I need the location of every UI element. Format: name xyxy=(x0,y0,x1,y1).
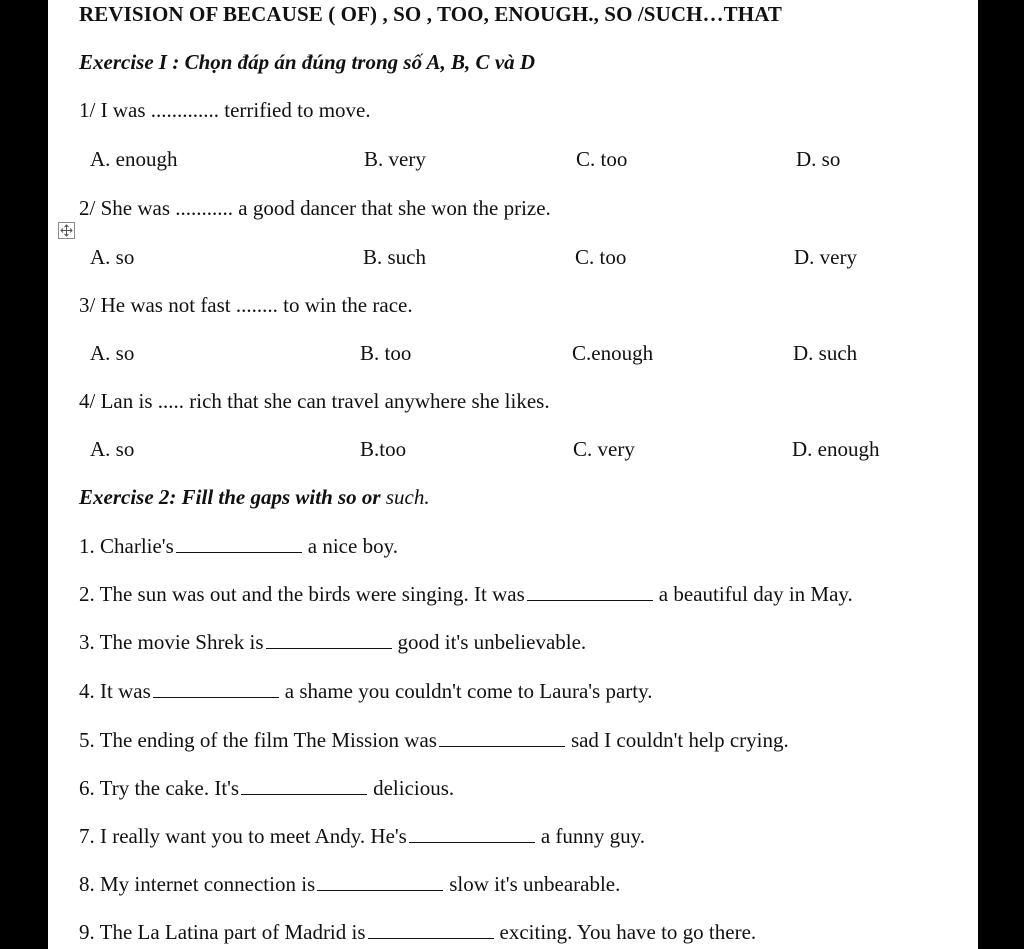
move-arrows-icon[interactable] xyxy=(58,222,75,239)
option-c: C. very xyxy=(573,437,635,461)
option-c: C. too xyxy=(576,147,628,171)
answer-blank[interactable] xyxy=(368,921,494,939)
sentence-2 xyxy=(79,582,853,607)
exercise-2-heading-tail: such. xyxy=(380,485,430,509)
sentence-before: 9. The La Latina part of Madrid is xyxy=(79,920,366,944)
option-d: D. enough xyxy=(792,437,880,461)
answer-blank[interactable] xyxy=(266,631,392,649)
sentence-after: a shame you couldn't come to Laura's party. xyxy=(284,679,653,703)
sentence-after: exciting. You have to go there. xyxy=(499,920,757,944)
answer-blank[interactable] xyxy=(176,535,302,553)
answer-blank[interactable] xyxy=(527,583,653,601)
sentence-before: 7. I really want you to meet Andy. He's xyxy=(79,824,407,848)
sentence-before: 8. My internet connection is xyxy=(79,872,316,896)
sentence-1 xyxy=(79,534,398,559)
sentence-before: 4. It was xyxy=(79,679,151,703)
question-2-options xyxy=(48,245,978,271)
question-3-stem: 3/ He was not fast ........ to win the race. xyxy=(79,293,413,317)
sentence-before: 6. Try the cake. It's xyxy=(79,776,240,800)
sentence-after: good it's unbelievable. xyxy=(397,630,587,654)
option-d: D. such xyxy=(793,341,858,365)
sentence-after: a beautiful day in May. xyxy=(658,582,853,606)
option-a: A. so xyxy=(90,245,135,269)
question-1-stem: 1/ I was ............. terrified to move. xyxy=(79,98,371,122)
option-b: B.too xyxy=(360,437,407,461)
answer-blank[interactable] xyxy=(153,680,279,698)
answer-blank[interactable] xyxy=(409,825,535,843)
answer-blank[interactable] xyxy=(439,729,565,747)
sentence-after: a nice boy. xyxy=(307,534,398,558)
option-c: C. too xyxy=(575,245,627,269)
question-4-options xyxy=(48,437,978,463)
sentence-5 xyxy=(79,728,789,753)
sentence-3 xyxy=(79,630,586,655)
sentence-after: delicious. xyxy=(373,776,455,800)
option-b: B. such xyxy=(363,245,426,269)
question-1-options xyxy=(48,147,978,173)
question-4-stem: 4/ Lan is ..... rich that she can travel anywhere she likes. xyxy=(79,389,550,413)
sentence-7 xyxy=(79,824,645,849)
option-a: A. so xyxy=(90,437,135,461)
option-b: B. very xyxy=(364,147,426,171)
sentence-4 xyxy=(79,679,653,704)
sentence-before: 5. The ending of the film The Mission was xyxy=(79,728,437,752)
sentence-8 xyxy=(79,872,620,897)
option-a: A. enough xyxy=(90,147,178,171)
option-b: B. too xyxy=(360,341,412,365)
exercise-2-heading-bold: Exercise 2: Fill the gaps with so or xyxy=(79,485,381,509)
exercise-1-heading: Exercise I : Chọn đáp án đúng trong số A, B, C và D xyxy=(79,50,536,74)
sentence-before: 2. The sun was out and the birds were singing. It was xyxy=(79,582,525,606)
option-c: C.enough xyxy=(572,341,654,365)
answer-blank[interactable] xyxy=(317,873,443,891)
option-a: A. so xyxy=(90,341,135,365)
question-3-options xyxy=(48,341,978,367)
option-d: D. so xyxy=(796,147,841,171)
document-page xyxy=(48,0,978,949)
sentence-6 xyxy=(79,776,454,801)
sentence-before: 3. The movie Shrek is xyxy=(79,630,264,654)
sentence-after: slow it's unbearable. xyxy=(449,872,621,896)
sentence-after: a funny guy. xyxy=(540,824,646,848)
sentence-before: 1. Charlie's xyxy=(79,534,174,558)
sentence-9 xyxy=(79,920,756,945)
sentence-after: sad I couldn't help crying. xyxy=(570,728,789,752)
exercise-2-heading xyxy=(79,485,430,510)
option-d: D. very xyxy=(794,245,857,269)
question-2-stem: 2/ She was ........... a good dancer that she won the prize. xyxy=(79,196,551,220)
answer-blank[interactable] xyxy=(241,777,367,795)
document-title: REVISION OF BECAUSE ( OF) , SO , TOO, ENOUGH., SO /SUCH…THAT xyxy=(79,2,783,26)
